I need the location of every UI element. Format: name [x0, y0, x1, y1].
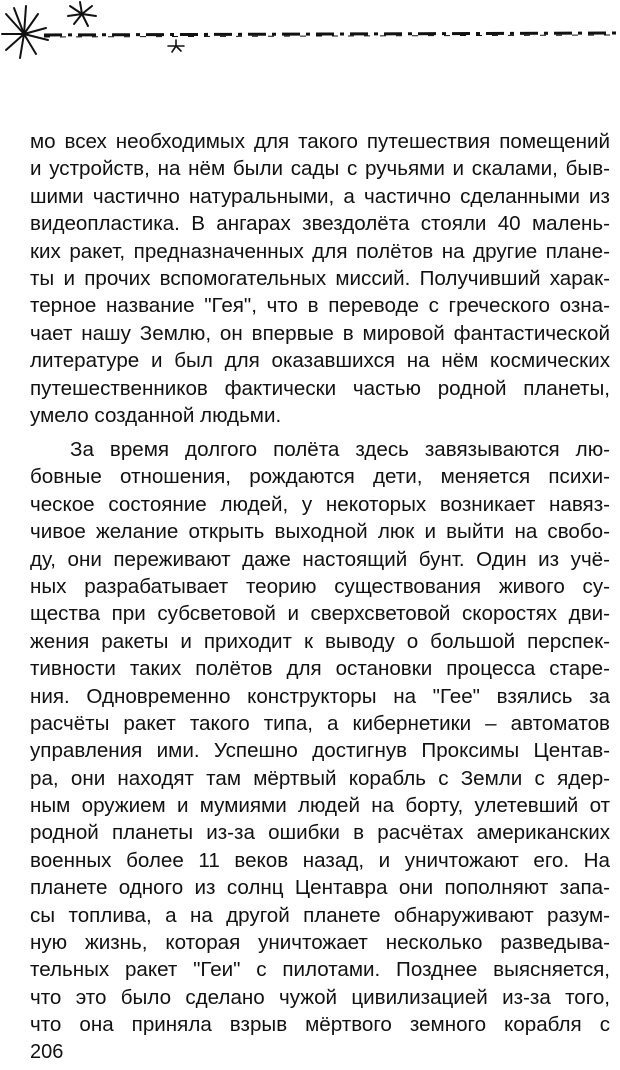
text-line: тивности таких полётов для остановки процесса старе- — [30, 657, 610, 681]
text-line: сы топлива, а на другой планете обнаруживают разум- — [30, 903, 610, 927]
text-line: ную жизнь, которая уничтожает несколько разведыва- — [30, 931, 610, 955]
text-line: терное название "Гея", что в переводе с греческого озна- — [30, 294, 610, 318]
text-line: мо всех необходимых для такого путешествия помещений — [30, 130, 610, 153]
text-line: путешественников фактически частью родной планеты, — [30, 376, 610, 400]
text-line: ду, они переживают даже настоящий бунт. Один из учё- — [30, 547, 610, 571]
text-line: умело созданной людьми. — [30, 403, 282, 427]
text-line: ты и прочих вспомогательных миссий. Получивший харак- — [30, 266, 610, 290]
text-line: планете одного из солнц Центавра они пополняют запа- — [30, 876, 610, 900]
text-line: ных разрабатывает теорию существования живого су- — [30, 574, 610, 598]
text-line: ческое состояние людей, у некоторых возникает навяз- — [30, 492, 610, 516]
text-line: бовные отношения, рождаются дети, меняется психи- — [30, 465, 610, 489]
text-line: ным оружием и мумиями людей на борту, улетевший от — [30, 794, 610, 818]
star-burst-dashed-line-icon — [0, 0, 620, 62]
text-line: чивое желание открыть выходной люк и выйти на свобо- — [30, 520, 610, 544]
text-line: ния. Одновременно конструкторы на "Гее" взялись за — [30, 684, 610, 708]
paragraph-2 — [30, 436, 610, 1039]
text-line: щества при субсветовой и сверхсветовой скоростях дви- — [30, 602, 610, 626]
text-line: видеопластика. В ангарах звездолёта стояли 40 малень- — [30, 212, 610, 236]
text-line: За время долгого полёта здесь завязываются лю- — [70, 438, 610, 461]
text-line: чает нашу Землю, он впервые в мировой фантастической — [30, 321, 610, 345]
text-line: родной планеты из-за ошибки в расчётах американских — [30, 821, 610, 845]
text-line: военных более 11 веков назад, и уничтожают его. На — [30, 848, 610, 872]
text-line: что она приняла взрыв мёртвого земного корабля с — [30, 1013, 610, 1037]
text-line: шими частично натуральными, а частично сделанными из — [30, 184, 610, 208]
paragraph-1 — [30, 128, 610, 429]
text-line: ких ракет, предназначенных для полётов на другие плане- — [30, 239, 610, 263]
text-line: что это было сделано чужой цивилизацией из-за того, — [30, 985, 610, 1009]
text-line: жения ракеты и приходит к выводу о большой перспек- — [30, 629, 610, 653]
text-line: управления ими. Успешно достигнув Проксимы Центав- — [30, 739, 610, 763]
page-number: 206 — [30, 1041, 64, 1063]
text-line: расчёты ракет такого типа, а кибернетики – автоматов — [30, 711, 610, 735]
text-line: ра, они находят там мёртвый корабль с Земли с ядер- — [30, 766, 610, 790]
text-line: литературе и был для оказавшихся на нём космических — [30, 349, 610, 373]
text-line: и устройств, на нём были сады с ручьями и скалами, быв- — [30, 157, 610, 181]
text-line: тельных ракет "Геи" с пилотами. Позднее выясняется, — [30, 958, 610, 982]
